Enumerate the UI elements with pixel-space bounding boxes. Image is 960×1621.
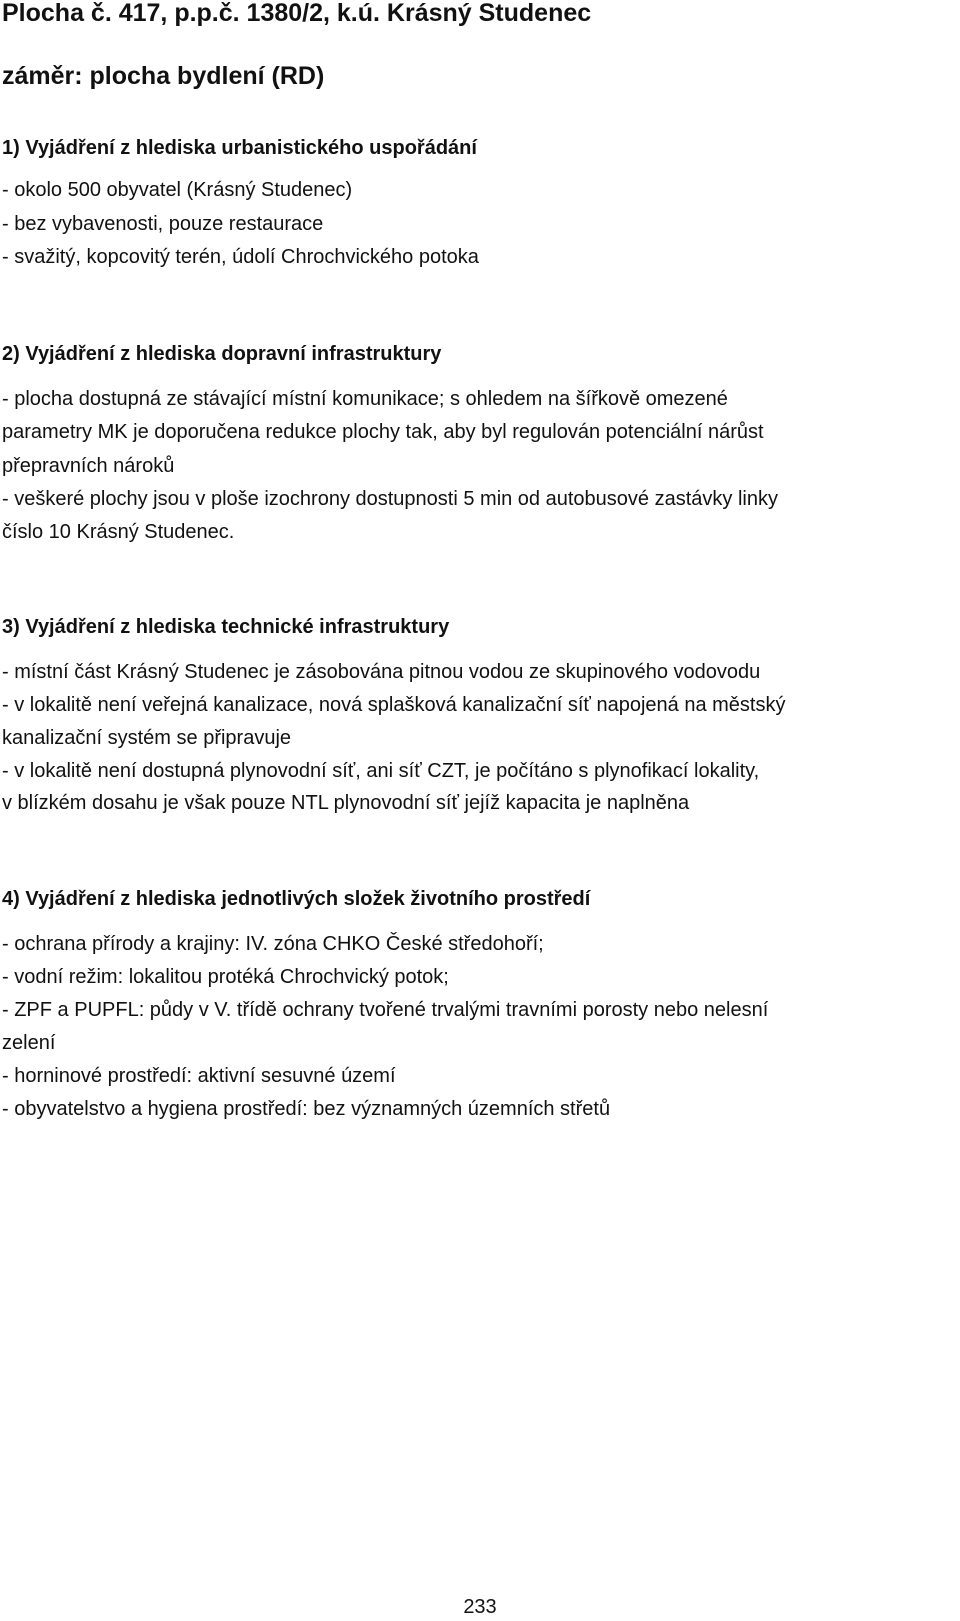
section-4-line: - obyvatelstvo a hygiena prostředí: bez významných územních střetů [2, 1098, 611, 1120]
section-1-heading: 1) Vyjádření z hlediska urbanistického uspořádání [2, 137, 477, 159]
section-1-line: - bez vybavenosti, pouze restaurace [2, 213, 324, 235]
document-subtitle: záměr: plocha bydlení (RD) [2, 62, 325, 90]
page-number: 233 [463, 1596, 497, 1618]
section-2-line: - veškeré plochy jsou v ploše izochrony dostupnosti 5 min od autobusové zastávky linky [2, 488, 778, 510]
section-1-line: - svažitý, kopcovitý terén, údolí Chrochvického potoka [2, 246, 479, 268]
section-4-heading: 4) Vyjádření z hlediska jednotlivých složek životního prostředí [2, 888, 591, 910]
section-4-line: - ochrana přírody a krajiny: IV. zóna CHKO České středohoří; [2, 933, 544, 955]
section-4-line: - vodní režim: lokalitou protéká Chrochvický potok; [2, 966, 449, 988]
section-2-line: - plocha dostupná ze stávající místní komunikace; s ohledem na šířkově omezené [2, 388, 728, 410]
section-2-heading: 2) Vyjádření z hlediska dopravní infrastruktury [2, 343, 442, 365]
section-4-line: zelení [2, 1032, 56, 1054]
section-3-line: - v lokalitě není dostupná plynovodní síť, ani síť CZT, je počítáno s plynofikací lokality, [2, 760, 760, 782]
document-title: Plocha č. 417, p.p.č. 1380/2, k.ú. Krásný Studenec [2, 0, 592, 27]
section-1-line: - okolo 500 obyvatel (Krásný Studenec) [2, 179, 353, 201]
section-3-line: - místní část Krásný Studenec je zásobována pitnou vodou ze skupinového vodovodu [2, 661, 761, 683]
section-4-line: - horninové prostředí: aktivní sesuvné území [2, 1065, 396, 1087]
section-2-line: přepravních nároků [2, 455, 175, 477]
section-2-line: parametry MK je doporučena redukce plochy tak, aby byl regulován potenciální nárůst [2, 421, 764, 443]
section-3-line: kanalizační systém se připravuje [2, 727, 292, 749]
section-3-heading: 3) Vyjádření z hlediska technické infrastruktury [2, 616, 450, 638]
section-2-line: číslo 10 Krásný Studenec. [2, 521, 235, 543]
section-4-line: - ZPF a PUPFL: půdy v V. třídě ochrany tvořené trvalými travními porosty nebo nelesní [2, 999, 769, 1021]
section-3-line: v blízkém dosahu je však pouze NTL plynovodní síť jejíž kapacita je naplněna [2, 792, 690, 814]
section-3-line: - v lokalitě není veřejná kanalizace, nová splašková kanalizační síť napojená na městský [2, 694, 786, 716]
